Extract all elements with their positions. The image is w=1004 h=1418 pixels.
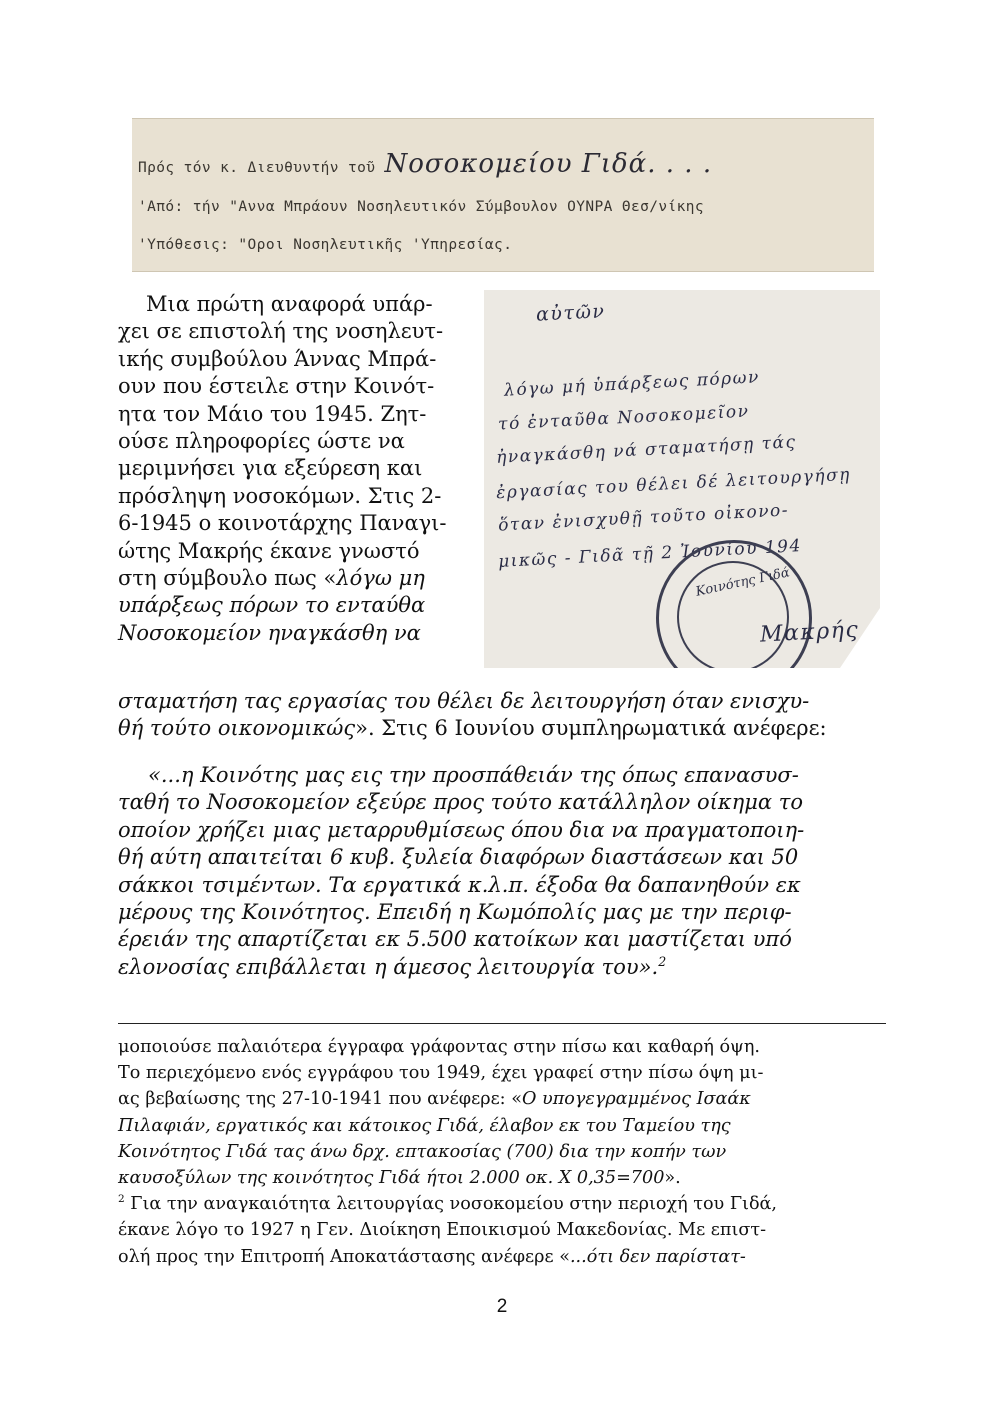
intro-paragraph [118,291,474,647]
text-line: σταματήση τας εργασίας του θέλει δε λειτουργήση όταν ενισχυ- [118,689,810,713]
continuation-paragraph [118,688,888,743]
footnote-line: Το περιεχόμενο ενός εγγράφου του 1949, έχει γραφεί στην πίσω όψη μι- [118,1063,764,1084]
hw-line-6: μικῶς - Γιδᾶ τῇ 2 Ἰουνίου 194 [497,536,803,572]
hw-line-5: ὅταν ἐνισχυθῇ τοῦτο οἰκονο- [497,500,790,536]
footnote-separator [118,1023,886,1024]
fn-italic: ...ότι δεν παρίστατ- [569,1246,746,1267]
text-line: υπάρξεως πόρων το ενταύθα [118,593,426,618]
quote-line: ταθή το Νοσοκομείον εξεύρε προς τούτο κατάλληλον οίκημα το [118,790,803,815]
quote-line: οποίον χρήζει μιας μεταρρυθμίσεως όπου δια να πραγματοποιη- [118,817,805,842]
footnote-line [118,1191,888,1217]
page-number: 2 [496,1296,508,1317]
signature: Μακρής [759,617,860,648]
footnote-line: Κοινότητος Γιδά τας άνω δρχ. επτακοσίας (700) δια την κοπήν των [118,1141,727,1162]
hw-line-0: αὐτῶν [535,300,606,326]
footnote-line [118,1086,888,1112]
italic-span: θή τούτο οικονομικώς [118,716,356,741]
footnote-ref: 2 [658,953,667,969]
fn-text: ας βεβαίωσης της 27-10-1941 που ανέφερε: « [118,1089,522,1110]
text-line: Μια πρώτη αναφορά υπάρ- [146,292,433,316]
footnote-line [118,1244,888,1270]
text-line: πρόσληψη νοσοκόμων. Στις 2- [118,483,442,508]
hw-line-3: ἠναγκάσθη νά σταματήσῃ τάς [495,432,797,468]
quote-line: σάκκοι τσιμέντων. Τα εργατικά κ.λ.π. έξοδα θα δαπανηθούν εκ [118,872,801,897]
header-line-to [138,149,712,179]
footnote-line [118,1165,888,1191]
fn-text: Για την αναγκαιότητα λειτουργίας νοσοκομείου στην περιοχή του Γιδά, [124,1194,778,1215]
text-line: ώτης Μακρής έκανε γνωστό [118,538,420,563]
italic-span: λόγω μη [336,566,425,591]
fn-italic: καυσοξύλων της κοινότητος Γιδά ήτοι 2.000 οκ. Χ 0,35=700 [118,1168,665,1189]
quote-line: «...η Κοινότης μας εις την προσπάθειάν της όπως επανασυσ- [148,763,799,787]
quote-line: έρειάν της απαρτίζεται εκ 5.500 κατοίκων και μαστίζεται υπό [118,927,792,952]
hw-line-4: ἐργασίας του θέλει δέ λειτουργήσῃ [495,464,852,504]
page-fold-corner [840,608,880,668]
footnotes [118,1034,888,1270]
text-line: ητα τον Μάιο του 1945. Ζητ- [118,401,427,426]
footnote-mark: 2 [118,1193,125,1206]
quote-line [118,954,888,981]
header-typed-to: Πρός τόν κ. Διευθυντήν τοῦ [138,160,376,176]
fn-italic: Ο υπογεγραμμένος Ισαάκ [521,1089,751,1110]
hw-line-1: λόγω μή ὑπάρξεως πόρων [503,367,761,401]
text-line: 6-1945 ο κοινοτάρχης Παναγι- [118,511,447,536]
text-line: ουν που έστειλε στην Κοινότ- [118,374,435,399]
quoted-passage [118,762,888,981]
hw-line-2: τό ἐνταῦθα Νοσοκομεῖον [497,401,750,435]
text-line [118,715,888,742]
text-line: ούσε πληροφορίες ώστε να [118,429,405,454]
text-line: μεριμνήσει για εξεύρεση και [118,456,423,481]
text-line [118,565,474,592]
header-line-subject: 'Υπόθεσις: "Οροι Νοσηλευτικῆς 'Υπηρεσίας. [138,237,513,253]
header-handwritten-recipient: Νοσοκομείου Γιδά. . . . [384,149,713,179]
text-span: στη σύμβουλο πως « [118,566,337,591]
quote-line: θή αύτη απαιτείται 6 κυβ. ξυλεία διαφόρων διαστάσεων και 50 [118,845,799,870]
letter-header-scan [132,118,874,272]
footnote-line: μοποιούσε παλαιότερα έγγραφα γράφοντας στην πίσω και καθαρή όψη. [118,1037,760,1057]
text-line: Νοσοκομείον ηναγκάσθη να [118,620,421,645]
text-line: ικής συμβούλου Άννας Μπρά- [118,346,437,371]
handwritten-letter-scan [484,290,880,668]
fn-text: ». [664,1168,681,1189]
footnote-line: έκανε λόγο το 1927 η Γεν. Διοίκηση Εποικισμού Μακεδονίας. Με επιστ- [118,1220,767,1241]
quote-last: ελονοσίας επιβάλλεται η άμεσος λειτουργία του». [118,954,659,979]
stamp-label: Κοινότης Γιδά [694,565,792,600]
text-line: χει σε επιστολή της νοσηλευτ- [118,319,444,344]
quote-line: μέρους της Κοινότητος. Επειδή η Κωμόπολίς μας με την περιφ- [118,900,792,925]
header-line-from: 'Από: τήν "Αννα Μπράουν Νοσηλευτικόν Σύμβουλον ΟΥΝΡΑ Θεσ/νίκης [138,199,705,215]
text-span: ». Στις 6 Ιουνίου συμπληρωματικά ανέφερε: [355,716,827,741]
fn-text: ολή προς την Επιτροπή Αποκατάστασης ανέφερε « [118,1246,570,1267]
footnote-line: Πιλαφιάν, εργατικός και κάτοικος Γιδά, έλαβον εκ του Ταμείου της [118,1115,731,1136]
